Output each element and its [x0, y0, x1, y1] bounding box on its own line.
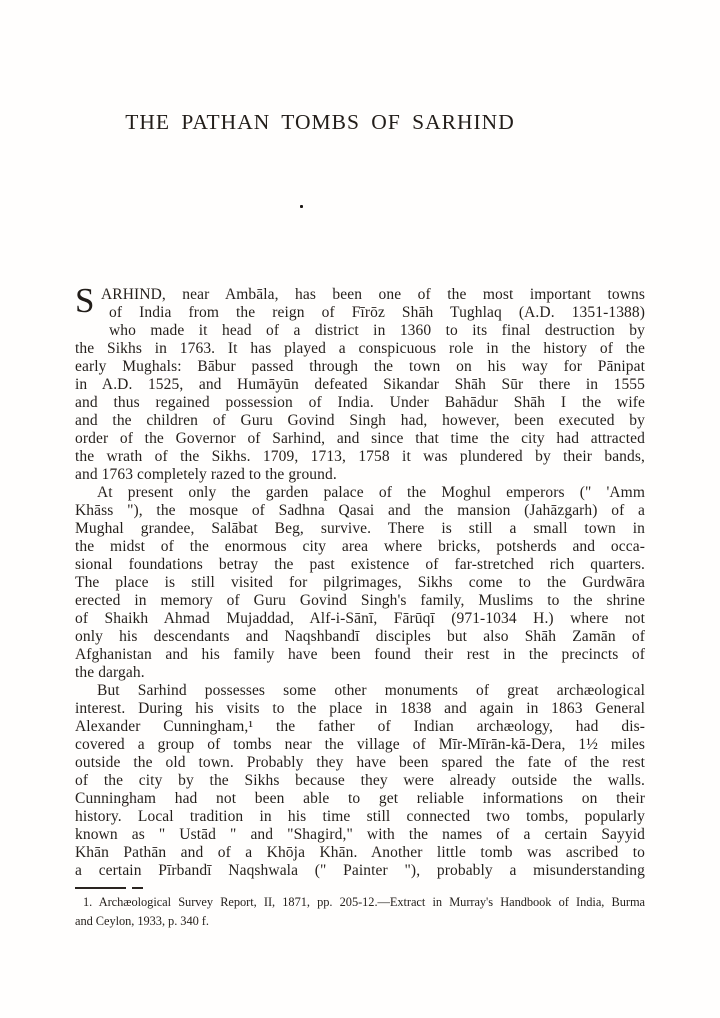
- paragraph-1: [75, 281, 645, 484]
- text-line: and thus regained possession of India. Under Bahādur Shāh I the wife: [75, 394, 645, 411]
- text-line: erected in memory of Guru Govind Singh's family, Muslims to the shrine: [75, 592, 645, 609]
- footnote: [75, 893, 645, 930]
- text-line: ARHIND, near Ambāla, has been one of the most important towns: [101, 286, 645, 303]
- ink-speck: [300, 205, 303, 208]
- text-line: outside the old town. Probably they have been spared the fate of the rest: [75, 754, 645, 771]
- text-line: only his descendants and Naqshbandī disciples but also Shāh Zamān of: [75, 628, 645, 645]
- footnote-line: and Ceylon, 1933, p. 340 f.: [75, 913, 209, 928]
- text-line: and 1763 completely razed to the ground.: [75, 466, 337, 483]
- text-line: Alexander Cunningham,¹ the father of Indian archæology, had dis-: [75, 718, 645, 735]
- text-line: known as " Ustād " and "Shagird," with the names of a certain Sayyid: [75, 826, 645, 843]
- body-text: [75, 281, 645, 880]
- text-line: the wrath of the Sikhs. 1709, 1713, 1758 it was plundered by their bands,: [75, 448, 645, 465]
- text-line: a certain Pīrbandī Naqshwala (" Painter "), probably a misunderstanding: [75, 862, 645, 879]
- page-title: THE PATHAN TOMBS OF SARHIND: [125, 110, 515, 134]
- text-line: and the children of Guru Govind Singh had, however, been executed by: [75, 412, 645, 429]
- text-line: interest. During his visits to the place in 1838 and again in 1863 General: [75, 700, 645, 717]
- text-line: The place is still visited for pilgrimages, Sikhs come to the Gurdwāra: [75, 574, 645, 591]
- text-line: Khān Pathān and of a Khōja Khān. Another little tomb was ascribed to: [75, 844, 645, 861]
- drop-cap: S: [75, 281, 95, 320]
- text-line: early Mughals: Bābur passed through the town on his way for Pānipat: [75, 358, 645, 375]
- text-line: Mughal grandee, Salābat Beg, survive. There is still a small town in: [75, 520, 645, 537]
- text-line: the midst of the enormous city area where bricks, potsherds and occa-: [75, 538, 645, 555]
- footnote-line: 1. Archæological Survey Report, II, 1871, pp. 205-12.—Extract in Murray's Handbook of India, Burma: [83, 895, 645, 909]
- separator-segment: [75, 887, 126, 889]
- text-line: Khāss "), the mosque of Sadhna Qasai and the mansion (Jahāzgarh) of a: [75, 502, 645, 519]
- text-line: Cunningham had not been able to get reliable informations on their: [75, 790, 645, 807]
- text-line: the Sikhs in 1763. It has played a conspicuous role in the history of the: [75, 340, 645, 357]
- text-line: history. Local tradition in his time still connected two tombs, popularly: [75, 808, 645, 825]
- text-line: order of the Governor of Sarhind, and since that time the city had attracted: [75, 430, 645, 447]
- text-line: the dargah.: [75, 664, 145, 681]
- text-line: sional foundations betray the past existence of far-stretched rich quarters.: [75, 556, 645, 573]
- text-line: who made it head of a district in 1360 to its final destruction by: [109, 322, 645, 339]
- text-line: But Sarhind possesses some other monuments of great archæological: [97, 682, 645, 699]
- text-line: Afghanistan and his family have been found their rest in the precincts of: [75, 646, 645, 663]
- text-line: in A.D. 1525, and Humāyūn defeated Sikandar Shāh Sūr there in 1555: [75, 376, 645, 393]
- paragraph-2: [75, 484, 645, 682]
- paragraph-3: [75, 682, 645, 880]
- text-line: of India from the reign of Fīrōz Shāh Tughlaq (A.D. 1351-1388): [109, 304, 645, 321]
- text-line: of the city by the Sikhs because they were already outside the walls.: [75, 772, 645, 789]
- separator-segment: [132, 887, 143, 889]
- footnote-separator: [75, 887, 645, 889]
- text-line: of Shaikh Ahmad Mujaddad, Alf-i-Sānī, Fārūqī (971-1034 H.) where not: [75, 610, 645, 627]
- text-line: covered a group of tombs near the village of Mīr-Mīrān-kā-Dera, 1½ miles: [75, 736, 645, 753]
- text-line: At present only the garden palace of the Moghul emperors (" 'Amm: [97, 484, 645, 501]
